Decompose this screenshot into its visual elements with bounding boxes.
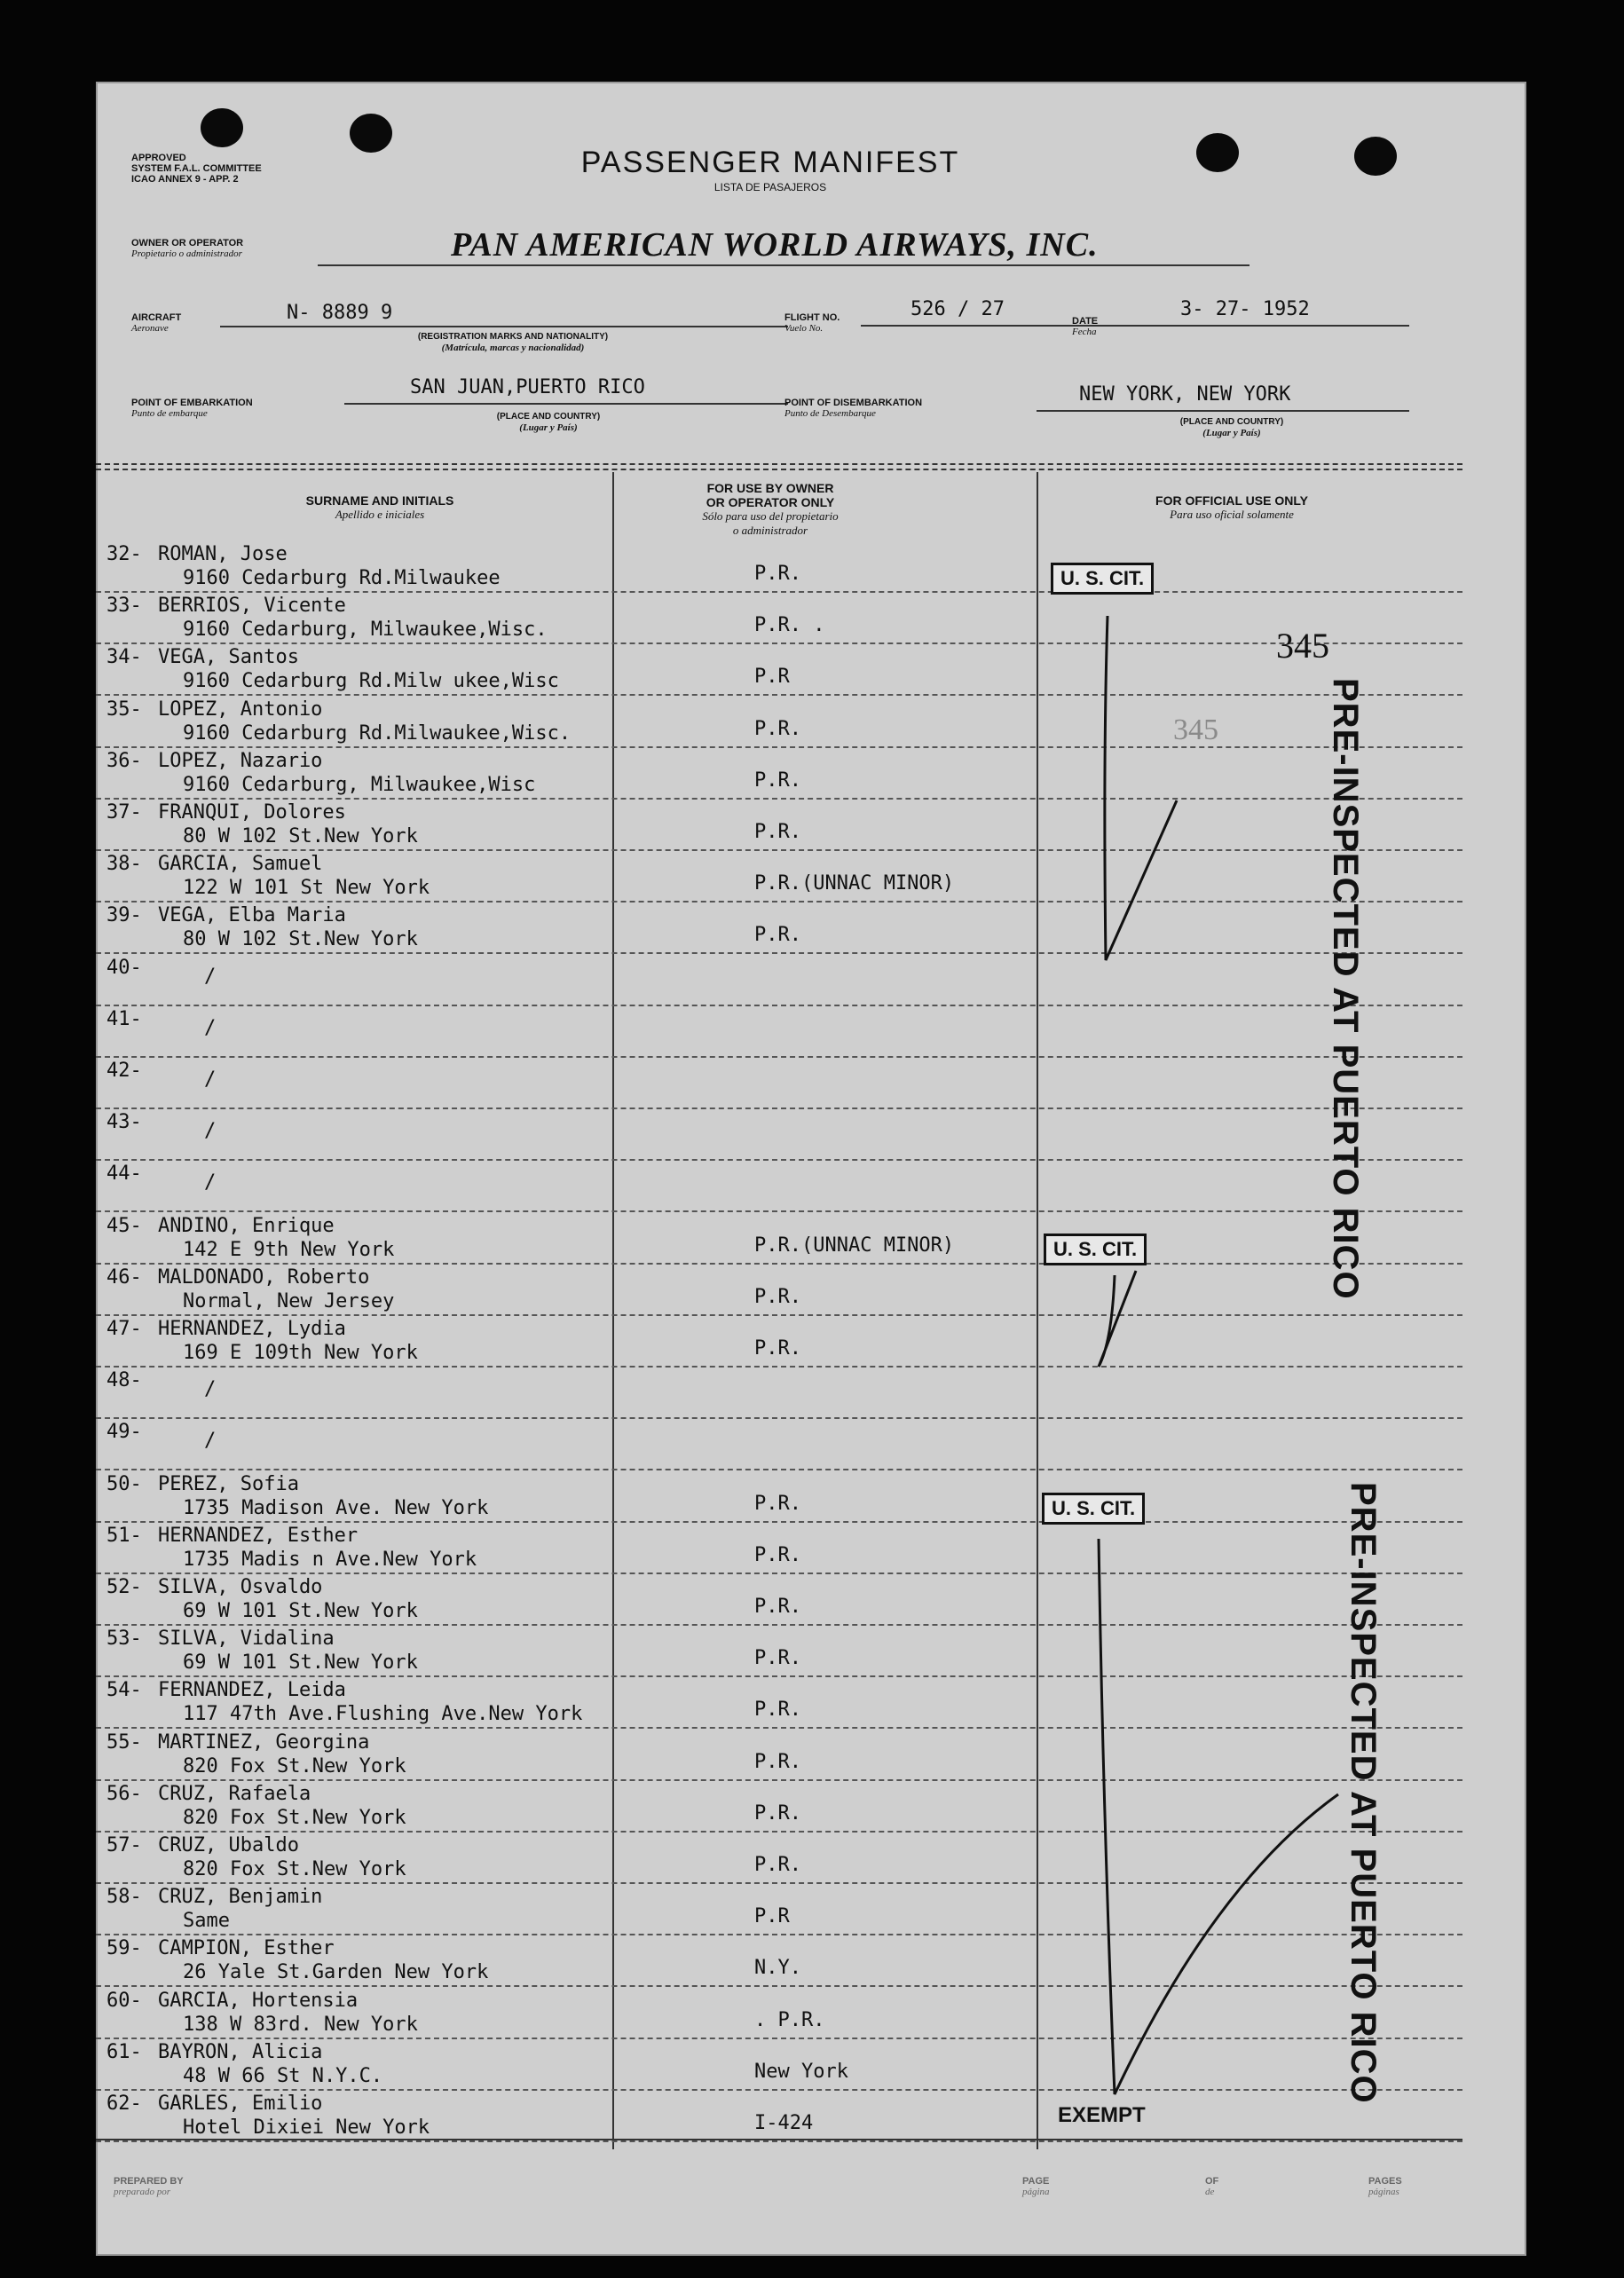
passenger-address: Same <box>183 1910 230 1932</box>
passenger-address: 9160 Cedarburg, Milwaukee,Wisc <box>183 774 536 796</box>
passenger-name: / <box>204 1068 217 1091</box>
passenger-number: 32- <box>106 543 142 565</box>
disembark-caption-en: (PLACE AND COUNTRY) <box>1179 417 1284 427</box>
page-label-en: PAGE <box>1022 2176 1050 2187</box>
passenger-address: 117 47th Ave.Flushing Ave.New York <box>183 1703 583 1725</box>
of-label <box>1205 2176 1218 2197</box>
approval-line: APPROVED <box>131 153 186 163</box>
col-owner-use-en: OR OPERATOR ONLY <box>706 495 835 509</box>
date-value: 3- 27- 1952 <box>1180 298 1310 320</box>
passenger-number: 37- <box>106 801 142 824</box>
pages-label-es: páginas <box>1368 2187 1399 2197</box>
passenger-origin: P.R. <box>754 1802 801 1825</box>
prepared-by <box>114 2176 184 2197</box>
passenger-name: LOPEZ, Nazario <box>158 750 323 772</box>
passenger-origin: P.R <box>754 666 790 688</box>
prepared-by-es: preparado por <box>114 2187 171 2197</box>
passenger-origin: P.R. <box>754 821 801 843</box>
aircraft-label-es: Aeronave <box>131 323 169 334</box>
check-marks <box>96 82 1526 2256</box>
passenger-number: 58- <box>106 1886 142 1908</box>
embark-label-es: Punto de embarque <box>131 408 208 419</box>
passenger-address: 142 E 9th New York <box>183 1239 395 1261</box>
passenger-address: 9160 Cedarburg Rd.Milwaukee,Wisc. <box>183 722 572 745</box>
passenger-name: CRUZ, Benjamin <box>158 1886 323 1908</box>
passenger-number: 54- <box>106 1679 142 1701</box>
passenger-name: GARLES, Emilio <box>158 2093 323 2115</box>
approval-line: ICAO ANNEX 9 - APP. 2 <box>131 174 239 185</box>
owner-label-es: Propietario o administrador <box>131 248 242 259</box>
passenger-address: 9160 Cedarburg Rd.Milwaukee <box>183 567 501 589</box>
page-label <box>1022 2176 1050 2197</box>
col-official-en: FOR OFFICIAL USE ONLY <box>1155 493 1308 508</box>
manifest-sheet <box>96 82 1526 2256</box>
passenger-origin: P.R. . <box>754 614 825 636</box>
form-subtitle: LISTA DE PASAJEROS <box>713 181 827 193</box>
passenger-origin: P.R <box>754 1905 790 1927</box>
passenger-name: / <box>204 966 217 988</box>
passenger-name: HERNANDEZ, Esther <box>158 1525 359 1547</box>
footer-divider <box>96 2139 1462 2140</box>
passenger-number: 49- <box>106 1421 142 1443</box>
passenger-number: 36- <box>106 750 142 772</box>
passenger-number: 35- <box>106 698 142 721</box>
passenger-number: 57- <box>106 1834 142 1856</box>
passenger-origin: N.Y. <box>754 1957 801 1979</box>
passenger-name: FERNANDEZ, Leida <box>158 1679 346 1701</box>
handwritten-number: 345 <box>1276 626 1329 666</box>
passenger-origin: P.R. <box>754 1544 801 1566</box>
exempt-stamp: EXEMPT <box>1058 2103 1146 2127</box>
disembark-value: NEW YORK, NEW YORK <box>1079 383 1291 406</box>
prepared-by-en: PREPARED BY <box>114 2176 184 2187</box>
passenger-number: 33- <box>106 595 142 617</box>
passenger-name: CRUZ, Rafaela <box>158 1783 311 1805</box>
embark-caption-es: (Lugar y País) <box>519 422 578 433</box>
form-title: PASSENGER MANIFEST <box>580 146 960 179</box>
passenger-name: VEGA, Elba Maria <box>158 904 346 926</box>
passenger-origin: P.R. <box>754 563 801 585</box>
flight-value: 526 / 27 <box>911 298 1005 320</box>
passenger-origin: P.R. <box>754 1699 801 1721</box>
aircraft-value: N- 8889 9 <box>287 302 393 324</box>
passenger-address: Normal, New Jersey <box>183 1290 395 1312</box>
check-mark <box>1099 1271 1136 1367</box>
col-owner-use-es: Sólo para uso del propietario <box>702 509 839 523</box>
passenger-name: / <box>204 1378 217 1400</box>
passenger-number: 43- <box>106 1111 142 1133</box>
passenger-number: 48- <box>106 1369 142 1391</box>
of-label-es: de <box>1205 2187 1215 2197</box>
passenger-name: CRUZ, Ubaldo <box>158 1834 299 1856</box>
passenger-origin: P.R. <box>754 769 801 792</box>
passenger-number: 40- <box>106 957 142 979</box>
passenger-number: 55- <box>106 1731 142 1754</box>
passenger-name: HERNANDEZ, Lydia <box>158 1318 346 1340</box>
passenger-origin: I-424 <box>754 2112 814 2134</box>
pages-label <box>1368 2176 1402 2197</box>
passenger-number: 56- <box>106 1783 142 1805</box>
aircraft-label-en: AIRCRAFT <box>131 312 182 323</box>
passenger-origin: P.R. <box>754 1854 801 1876</box>
embark-label-en: POINT OF EMBARKATION <box>131 398 253 408</box>
passenger-origin: P.R. <box>754 1337 801 1360</box>
passenger-address: 9160 Cedarburg Rd.Milw ukee,Wisc <box>183 670 559 692</box>
of-label-en: OF <box>1205 2176 1219 2187</box>
passenger-number: 44- <box>106 1163 142 1185</box>
col-surname-en: SURNAME AND INITIALS <box>305 493 454 508</box>
us-cit-stamp: U. S. CIT. <box>1042 1493 1145 1525</box>
passenger-address: 80 W 102 St.New York <box>183 825 418 847</box>
passenger-number: 61- <box>106 2041 142 2063</box>
passenger-number: 51- <box>106 1525 142 1547</box>
disembark-label-en: POINT OF DISEMBARKATION <box>784 398 923 408</box>
embark-value: SAN JUAN,PUERTO RICO <box>410 376 645 398</box>
passenger-name: MARTINEZ, Georgina <box>158 1731 370 1754</box>
flight-label-es: Vuelo No. <box>784 323 824 334</box>
disembark-label-es: Punto de Desembarque <box>784 408 876 419</box>
us-cit-stamp: U. S. CIT. <box>1044 1234 1147 1265</box>
passenger-number: 62- <box>106 2093 142 2115</box>
owner-label-en: OWNER OR OPERATOR <box>131 238 244 248</box>
date-label-en: DATE <box>1072 316 1099 327</box>
passenger-origin: P.R. <box>754 1647 801 1669</box>
col-official-es: Para uso oficial solamente <box>1170 508 1294 521</box>
passenger-address: 1735 Madison Ave. New York <box>183 1497 489 1519</box>
passenger-origin: New York <box>754 2061 848 2083</box>
passenger-address: 69 W 101 St.New York <box>183 1600 418 1622</box>
passenger-name: ROMAN, Jose <box>158 543 288 565</box>
passenger-number: 38- <box>106 853 142 875</box>
reg-caption-es: (Matrícula, marcas y nacionalidad) <box>441 343 585 353</box>
passenger-name: MALDONADO, Roberto <box>158 1266 370 1289</box>
passenger-name: GARCIA, Samuel <box>158 853 323 875</box>
passenger-number: 59- <box>106 1937 142 1959</box>
us-cit-stamp: U. S. CIT. <box>1051 563 1154 595</box>
passenger-number: 46- <box>106 1266 142 1289</box>
flight-label-en: FLIGHT NO. <box>784 312 840 323</box>
passenger-name: SILVA, Osvaldo <box>158 1576 323 1598</box>
passenger-number: 60- <box>106 1990 142 2012</box>
passenger-address: Hotel Dixiei New York <box>183 2116 430 2139</box>
passenger-origin: P.R. <box>754 1493 801 1515</box>
passenger-address: 138 W 83rd. New York <box>183 2014 418 2036</box>
passenger-number: 34- <box>106 646 142 668</box>
col-owner-use-es: o administrador <box>732 524 808 537</box>
preinspected-stamp: PRE-INSPECTED AT PUERTO RICO <box>1344 1482 1383 2104</box>
passenger-name: GARCIA, Hortensia <box>158 1990 359 2012</box>
passenger-name: PEREZ, Sofia <box>158 1473 299 1495</box>
passenger-origin: P.R. <box>754 924 801 946</box>
passenger-address: 1735 Madis n Ave.New York <box>183 1549 477 1571</box>
passenger-name: / <box>204 1017 217 1039</box>
passenger-name: LOPEZ, Antonio <box>158 698 323 721</box>
passenger-number: 45- <box>106 1215 142 1237</box>
date-label-es: Fecha <box>1072 327 1097 337</box>
passenger-name: ANDINO, Enrique <box>158 1215 335 1237</box>
embark-caption-en: (PLACE AND COUNTRY) <box>496 412 601 422</box>
passenger-number: 41- <box>106 1008 142 1030</box>
passenger-name: / <box>204 1171 217 1194</box>
preinspected-stamp: PRE-INSPECTED AT PUERTO RICO <box>1326 678 1365 1300</box>
passenger-address: 169 E 109th New York <box>183 1342 418 1364</box>
check-mark <box>1105 616 1177 960</box>
passenger-address: 820 Fox St.New York <box>183 1807 406 1829</box>
page-label-es: página <box>1022 2187 1050 2197</box>
passenger-number: 39- <box>106 904 142 926</box>
passenger-address: 69 W 101 St.New York <box>183 1651 418 1674</box>
passenger-address: 26 Yale St.Garden New York <box>183 1961 489 1983</box>
passenger-address: 48 W 66 St N.Y.C. <box>183 2065 383 2087</box>
passenger-address: 9160 Cedarburg, Milwaukee,Wisc. <box>183 619 548 641</box>
passenger-number: 42- <box>106 1060 142 1082</box>
passenger-number: 47- <box>106 1318 142 1340</box>
col-surname-es: Apellido e iniciales <box>335 508 425 521</box>
passenger-name: BAYRON, Alicia <box>158 2041 323 2063</box>
passenger-origin: P.R. <box>754 718 801 740</box>
passenger-name: FRANQUI, Dolores <box>158 801 346 824</box>
check-mark <box>1099 1539 1338 2094</box>
approval-line: SYSTEM F.A.L. COMMITTEE <box>131 163 262 174</box>
passenger-origin: P.R.(UNNAC MINOR) <box>754 872 955 895</box>
passenger-origin: P.R. <box>754 1596 801 1618</box>
airline-name: PAN AMERICAN WORLD AIRWAYS, INC. <box>451 226 1099 264</box>
passenger-name: SILVA, Vidalina <box>158 1628 335 1650</box>
col-owner-use-en: FOR USE BY OWNER <box>706 481 834 495</box>
passenger-name: / <box>204 1430 217 1452</box>
pages-label-en: PAGES <box>1368 2176 1402 2187</box>
passenger-number: 50- <box>106 1473 142 1495</box>
passenger-origin: P.R. <box>754 1286 801 1308</box>
passenger-address: 820 Fox St.New York <box>183 1858 406 1880</box>
passenger-origin: P.R.(UNNAC MINOR) <box>754 1234 955 1257</box>
disembark-caption-es: (Lugar y País) <box>1202 428 1261 438</box>
passenger-name: BERRIOS, Vicente <box>158 595 346 617</box>
passenger-number: 53- <box>106 1628 142 1650</box>
passenger-address: 122 W 101 St New York <box>183 877 430 899</box>
passenger-number: 52- <box>106 1576 142 1598</box>
passenger-origin: P.R. <box>754 1751 801 1773</box>
passenger-address: 820 Fox St.New York <box>183 1755 406 1777</box>
passenger-name: / <box>204 1120 217 1142</box>
faint-number: 345 <box>1173 713 1218 746</box>
passenger-name: CAMPION, Esther <box>158 1937 335 1959</box>
passenger-address: 80 W 102 St.New York <box>183 928 418 950</box>
passenger-name: VEGA, Santos <box>158 646 299 668</box>
passenger-origin: . P.R. <box>754 2009 825 2031</box>
reg-caption-en: (REGISTRATION MARKS AND NATIONALITY) <box>417 332 609 342</box>
